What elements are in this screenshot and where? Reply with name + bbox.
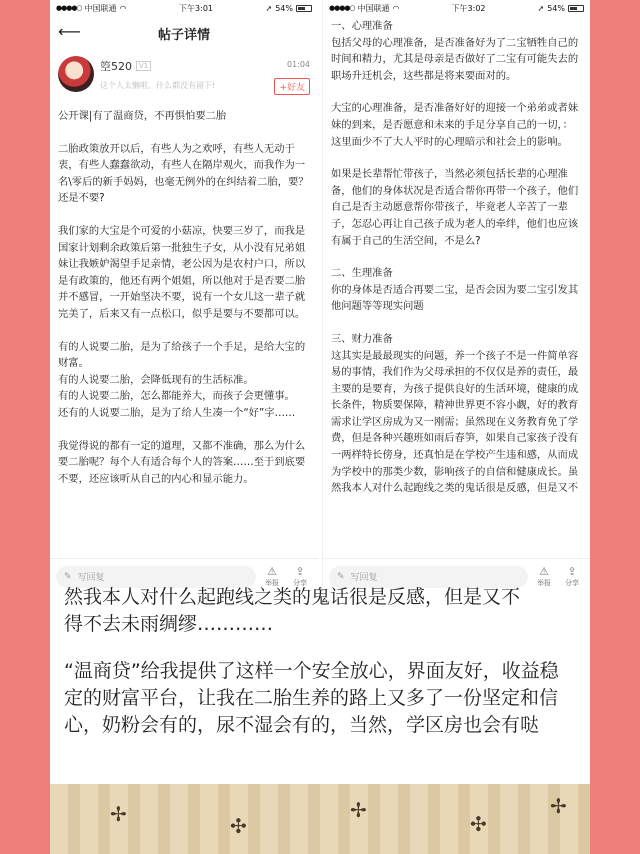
report-label: 举报 [537,578,551,587]
share-icon: ⇪ [295,564,305,578]
post-paragraph: 有的人说要二胎，是为了给孩子一个手足，是给大宝的财富。 [58,340,306,370]
post-paragraph: 你的身体是否适合再要二宝，是否会因为要二宝引发其他问题等等现实问题 [331,283,579,313]
section-heading: 二、生理准备 [331,267,393,280]
post-paragraph: 如果是长辈帮忙带孩子，当然必须包括长辈的心理准备，他们的身体状况是否适合帮你再带一个孩子，他们自己是否主动愿意帮你带孩子，毕竟老人辛苦了一辈子，怎忍心再让自己孩子成为老人的牵绊，他们也应该有属于自己的生活空间，不是么? [331,168,579,247]
signal-icon: ●●●●○ [329,4,355,12]
report-label: 举报 [265,578,279,587]
carrier-label: 中国联通 [84,3,117,13]
right-phone-screen [322,0,590,594]
signal-icon: ●●●●○ [56,4,82,12]
add-friend-button[interactable]: +好友 [274,78,310,95]
post-paragraph: 公开课|有了温商贷，不再惧怕要二胎 [58,110,227,122]
post-paragraph: 有的人说要二胎，怎么都能养大，而孩子会更懂事。 [58,390,295,403]
battery-icon [296,5,312,12]
avatar[interactable] [58,56,94,92]
status-time: 下午3:01 [179,3,213,13]
pencil-icon: ✎ [337,571,345,582]
share-label: 分享 [293,578,307,587]
page-title: 帖子详情 [157,27,210,43]
post-paragraph: 这其实是最最现实的问题，养一个孩子不是一件简单容易的事情，我们作为父母承担的不仅仅是养的责任，最主要的是要育，为孩子提供良好的生活环境，健康的成长条件，物质要保障，精神世界更不容小觑，好的教育需求让学区房成为又一刚需；虽然现在义务教育免了学费，但是各种兴趣班如雨后春笋，如果自己家孩子没有一两样特长傍身，还真怕是在学校产生违和感，从而成为学校中的那类少数，影响孩子的自信和健康成长。虽然我本人对什么起跑线之类的鬼话很是反感，但是又不 [331,349,579,495]
author-signature: 这个人太懒啦，什么都没有留下! [100,81,216,90]
post-paragraph: 大宝的心理准备，是否准备好好的迎接一个弟弟或者妹妹的到来，是否愿意和未来的手足分享自己的一切，：这里面少不了大人平时的心理暗示和社会上的影响。 [331,102,579,148]
battery-percent: 54% [547,3,565,13]
status-time: 下午3:02 [451,3,486,13]
status-bar [50,0,318,16]
post-paragraph: 包括父母的心理准备，是否准备好为了二宝牺牲自己的时间和精力，尤其是母亲是否做好了二宝有可能失去的职场升迁机会，这些都是将来要面对的。 [331,36,579,82]
post-paragraph: 我们家的大宝是个可爱的小菇凉，快要三岁了，而我是国家计划剩余政策后第一批独生子女，从小没有兄弟姐妹让我嫉妒渴望手足亲情，老公因为是农村户口，所以是有政策的，他还有两个姐姐，所以他对于是否要二胎并不感冒，一开始坚决不要，说有一个女儿这一辈子就完美了，后来又有一点松口，似乎是要与不要都可以。 [58,224,306,320]
status-bar [323,0,590,16]
warning-icon: ⚠ [267,564,277,578]
location-icon: ➚ [265,3,273,13]
post-paragraph: 还有的人说要二胎，是为了给人生凑一个“好”字…… [58,406,296,419]
post-content [50,102,318,493]
reply-placeholder: 写回复 [350,573,378,583]
level-badge-icon: V1 [136,61,151,71]
post-content [323,16,590,503]
screenshot-collage [50,0,590,854]
author-name[interactable]: 箜520 [100,60,132,73]
carrier-label: 中国联通 [357,3,390,13]
caption-line: 然我本人对什么起跑线之类的鬼话很是反感，但是又不 [64,586,521,608]
nav-bar [50,16,318,50]
post-paragraph: 有的人说要二胎，会降低现有的生活标准。 [58,373,254,386]
battery-icon [568,5,584,12]
reply-placeholder: 写回复 [77,573,105,583]
author-info [100,58,215,91]
post-paragraph: 二胎政策放开以后，有些人为之欢呼，有些人无动于衷，有些人蠢蠢欲动，有些人在隔岸观火，而我作为一名\零后的新手妈妈，也毫无例外的在纠结着二胎，要？还是不要? [58,142,309,205]
section-heading: 三、财力准备 [331,332,393,345]
battery-percent: 54% [275,3,293,13]
share-label: 分享 [565,578,579,587]
warning-icon: ⚠ [539,564,549,578]
pencil-icon: ✎ [64,571,72,582]
wifi-icon: ◠ [392,3,400,13]
wifi-icon: ◠ [119,3,127,13]
location-icon: ➚ [537,3,545,13]
caption-line: 得不去未雨绸缪………… [64,613,274,635]
section-heading: 一、心理准备 [331,20,393,32]
back-arrow-icon[interactable]: ⟵ [58,22,81,41]
decorative-photo: ✢ ✣ ✢ ✣ ✢ [50,784,590,854]
author-header [50,50,318,102]
share-icon: ⇪ [567,564,577,578]
post-time: 01:04 [286,60,310,69]
left-phone-screen [50,0,318,594]
caption-paragraph: “温商贷”给我提供了这样一个安全放心，界面友好，收益稳定的财富平台，让我在二胎生养的路上又多了一份坚定和信心，奶粉会有的，尿不湿会有的，当然，学区房也会有哒 [64,660,559,736]
post-paragraph: 我觉得说的都有一定的道理，又都不准确，那么为什么要二胎呢？每个人有适合每个人的答案……至于到底要不要，还应该听从自己的内心和显示能力。 [58,439,306,485]
